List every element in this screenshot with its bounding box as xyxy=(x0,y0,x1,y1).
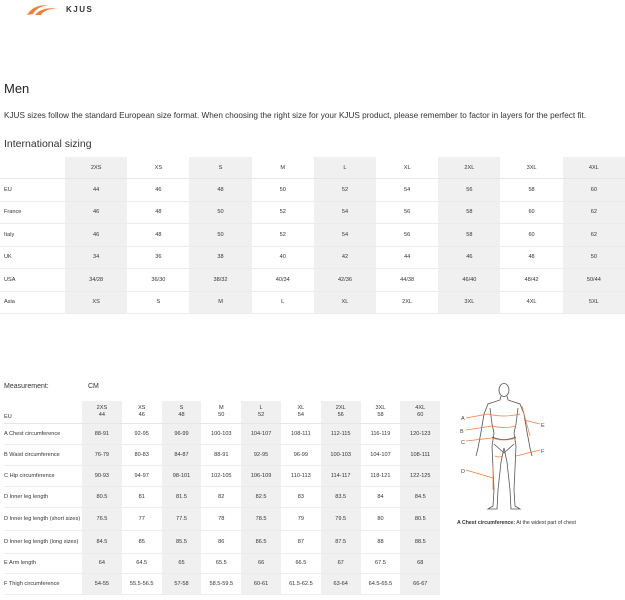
size-label: L xyxy=(259,405,263,411)
intl-row xyxy=(0,224,625,247)
eu-size-label: 44 xyxy=(98,412,106,418)
eu-label: EU xyxy=(4,401,82,424)
measurement-cell: 98-101 xyxy=(162,466,202,487)
intl-cell: 50 xyxy=(563,246,625,269)
intl-cell: 34/28 xyxy=(65,269,127,292)
eu-size-label: 52 xyxy=(257,412,265,418)
measurement-cell: 77.5 xyxy=(162,508,202,531)
caption-text: At the widest part of chest xyxy=(515,520,576,526)
intl-row xyxy=(0,246,625,269)
measurement-size-header xyxy=(400,401,440,424)
measurement-size-header xyxy=(122,401,162,424)
figure-caption xyxy=(457,520,576,526)
intl-cell: 58 xyxy=(438,201,500,224)
intl-cell: 56 xyxy=(376,224,438,247)
intl-cell: 48 xyxy=(500,246,562,269)
measurement-size-header xyxy=(361,401,401,424)
measurement-cell: 100-103 xyxy=(321,445,361,466)
intl-cell: 46 xyxy=(65,201,127,224)
intl-cell: 46 xyxy=(127,179,189,202)
size-label: 4XL xyxy=(415,405,426,411)
measurement-cell: 120-123 xyxy=(400,424,440,445)
size-label: 3XL xyxy=(375,405,386,411)
intl-cell: XS xyxy=(65,291,127,314)
intl-cell: 34 xyxy=(65,246,127,269)
intl-cell: 58 xyxy=(438,224,500,247)
intl-cell: 46 xyxy=(438,246,500,269)
measurement-row-label: C Hip circumference xyxy=(4,466,82,487)
measurement-cell: 80 xyxy=(361,508,401,531)
measurement-size-header xyxy=(281,401,321,424)
measurement-cell: 88.5 xyxy=(400,531,440,554)
measurement-cell: 65.5 xyxy=(201,554,241,574)
measurement-cell: 87.5 xyxy=(321,531,361,554)
measurement-size-header xyxy=(201,401,241,424)
measurement-cell: 57-58 xyxy=(162,574,202,595)
intl-cell: 54 xyxy=(376,179,438,202)
intl-cell: S xyxy=(127,291,189,314)
measurement-cell: 104-107 xyxy=(241,424,281,445)
intl-cell: 40/34 xyxy=(252,269,314,292)
intl-corner-cell xyxy=(0,157,65,179)
measurement-row xyxy=(4,508,440,531)
measurement-cell: 79.5 xyxy=(321,508,361,531)
measurement-cell: 77 xyxy=(122,508,162,531)
measurement-cell: 66-67 xyxy=(400,574,440,595)
measurement-cell: 65 xyxy=(162,554,202,574)
measurement-size-header xyxy=(82,401,122,424)
measurement-cell: 84-87 xyxy=(162,445,202,466)
size-label: M xyxy=(218,405,224,411)
eu-size-label: 56 xyxy=(337,412,344,418)
measurement-cell: 85.5 xyxy=(162,531,202,554)
measurement-cell: 84 xyxy=(361,487,401,508)
intl-cell: 38 xyxy=(189,246,251,269)
intl-cell: 48/42 xyxy=(500,269,562,292)
measurement-cell: 94-97 xyxy=(122,466,162,487)
measurement-cell: 83 xyxy=(281,487,321,508)
measurement-cell: 82.5 xyxy=(241,487,281,508)
intl-row-label: Italy xyxy=(0,224,65,247)
measurement-cell: 104-107 xyxy=(361,445,401,466)
measurement-cell: 80.5 xyxy=(82,487,122,508)
intl-cell: 46/40 xyxy=(438,269,500,292)
intl-cell: 44 xyxy=(376,246,438,269)
intl-size-header: XL xyxy=(376,157,438,179)
measurement-cell: 92-95 xyxy=(122,424,162,445)
measurement-cell: 64.5 xyxy=(122,554,162,574)
measurement-cell: 76-79 xyxy=(82,445,122,466)
measurement-cell: 110-113 xyxy=(281,466,321,487)
intl-row-label: Asia xyxy=(0,291,65,314)
intl-cell: L xyxy=(252,291,314,314)
intl-cell: 4XL xyxy=(500,291,562,314)
intl-cell: 2XL xyxy=(376,291,438,314)
measurement-cell: 60-61 xyxy=(241,574,281,595)
size-label: 2XL xyxy=(335,405,346,411)
marker-c: C xyxy=(461,440,465,446)
measurement-cell: 63-64 xyxy=(321,574,361,595)
intl-cell: 44/38 xyxy=(376,269,438,292)
eu-size-label: 48 xyxy=(178,412,185,418)
measurement-row-label: D Inner leg length (short sizes) xyxy=(4,508,82,531)
intl-row xyxy=(0,269,625,292)
measurement-cell: 64.5-65.5 xyxy=(361,574,401,595)
intl-row xyxy=(0,291,625,314)
page-title: Men xyxy=(4,81,30,96)
measurement-size-header xyxy=(162,401,202,424)
measurement-cell: 67.5 xyxy=(361,554,401,574)
measurement-cell: 116-119 xyxy=(361,424,401,445)
intl-cell: 36 xyxy=(127,246,189,269)
intl-cell: 48 xyxy=(127,201,189,224)
intl-cell: 62 xyxy=(563,224,625,247)
measurement-cell: 118-121 xyxy=(361,466,401,487)
measurement-cell: 90-93 xyxy=(82,466,122,487)
measurement-cell: 108-111 xyxy=(400,445,440,466)
measurement-cell: 85 xyxy=(122,531,162,554)
intl-cell: 38/32 xyxy=(189,269,251,292)
intl-cell: 42/36 xyxy=(314,269,376,292)
intl-cell: 56 xyxy=(376,201,438,224)
intl-size-header: 3XL xyxy=(500,157,562,179)
marker-b: B xyxy=(460,429,464,435)
intl-cell: 52 xyxy=(252,201,314,224)
measurement-cell: 61.5-62.5 xyxy=(281,574,321,595)
measurement-row xyxy=(4,445,440,466)
measurement-row xyxy=(4,487,440,508)
size-label: XL xyxy=(297,405,305,411)
measurement-cell: 58.5-59.5 xyxy=(201,574,241,595)
measurement-cell: 78.5 xyxy=(241,508,281,531)
intl-size-header: M xyxy=(252,157,314,179)
measurement-cell: 112-115 xyxy=(321,424,361,445)
size-label: XS xyxy=(137,405,146,411)
measurement-cell: 114-117 xyxy=(321,466,361,487)
measurement-cell: 84.5 xyxy=(400,487,440,508)
measurement-cell: 79 xyxy=(281,508,321,531)
intl-size-header: L xyxy=(314,157,376,179)
intl-cell: 52 xyxy=(314,179,376,202)
intl-size-header: 4XL xyxy=(563,157,625,179)
intl-row-label: EU xyxy=(0,179,65,202)
measurement-cell: 87 xyxy=(281,531,321,554)
measurement-row-label: D Inner leg length xyxy=(4,487,82,508)
intl-cell: XL xyxy=(314,291,376,314)
measurement-row-label: A Chest circumference xyxy=(4,424,82,445)
eu-size-label: 46 xyxy=(138,412,145,418)
intl-cell: 50/44 xyxy=(563,269,625,292)
eu-size-label: 50 xyxy=(218,412,225,418)
measurement-cell: 100-103 xyxy=(201,424,241,445)
measurement-cell: 96-99 xyxy=(281,445,321,466)
eu-size-label: 60 xyxy=(417,412,424,418)
measurement-cell: 88-91 xyxy=(82,424,122,445)
measurement-cell: 68 xyxy=(400,554,440,574)
intl-row xyxy=(0,201,625,224)
intl-cell: 52 xyxy=(252,224,314,247)
measurement-row xyxy=(4,424,440,445)
measurement-cell: 55.5-56.5 xyxy=(122,574,162,595)
intl-header-row xyxy=(0,157,625,179)
measurement-cell: 54-55 xyxy=(82,574,122,595)
measurement-cell: 102-105 xyxy=(201,466,241,487)
measurement-row-label: F Thigh circumference xyxy=(4,574,82,595)
intl-size-header: 2XS xyxy=(65,157,127,179)
measurement-size-header xyxy=(241,401,281,424)
intl-row xyxy=(0,179,625,202)
intl-row-label: France xyxy=(0,201,65,224)
measurement-cell: 78 xyxy=(201,508,241,531)
intl-size-header: 2XL xyxy=(438,157,500,179)
intl-cell: 48 xyxy=(127,224,189,247)
intl-cell: 50 xyxy=(189,224,251,247)
measurement-cell: 66 xyxy=(241,554,281,574)
intl-size-header: S xyxy=(189,157,251,179)
intl-cell: 56 xyxy=(438,179,500,202)
intl-cell: 50 xyxy=(252,179,314,202)
measurement-row xyxy=(4,574,440,595)
intl-cell: 36/30 xyxy=(127,269,189,292)
measurement-cell: 81 xyxy=(122,487,162,508)
measurement-unit: CM xyxy=(88,383,99,390)
intl-cell: 54 xyxy=(314,224,376,247)
measurement-row-label: E Arm length xyxy=(4,554,82,574)
measurement-cell: 80.5 xyxy=(400,508,440,531)
measurement-cell: 122-125 xyxy=(400,466,440,487)
intl-cell: 48 xyxy=(189,179,251,202)
intl-row-label: USA xyxy=(0,269,65,292)
intl-cell: 42 xyxy=(314,246,376,269)
measurement-cell: 86.5 xyxy=(241,531,281,554)
measurement-cell: 88-91 xyxy=(201,445,241,466)
intl-cell: 46 xyxy=(65,224,127,247)
measurement-cell: 80-83 xyxy=(122,445,162,466)
international-sizing-table xyxy=(0,157,625,314)
measurement-cell: 88 xyxy=(361,531,401,554)
measurement-row xyxy=(4,466,440,487)
intl-cell: 44 xyxy=(65,179,127,202)
intro-text: KJUS sizes follow the standard European size format. When choosing the right size for your KJUS product, please remember to factor in layers for the perfect fit. xyxy=(4,111,587,120)
measurement-cell: 81.5 xyxy=(162,487,202,508)
intl-cell: 40 xyxy=(252,246,314,269)
measurement-cell: 86 xyxy=(201,531,241,554)
intl-cell: 3XL xyxy=(438,291,500,314)
intl-cell: 60 xyxy=(500,201,562,224)
measurement-table xyxy=(4,401,440,595)
marker-e: E xyxy=(541,423,545,429)
intl-cell: 58 xyxy=(500,179,562,202)
intl-cell: 5XL xyxy=(563,291,625,314)
measurement-row-label: D Inner leg length (long sizes) xyxy=(4,531,82,554)
caption-term: A Chest circumference: xyxy=(457,520,516,526)
measurement-row-label: B Waist circumference xyxy=(4,445,82,466)
measurement-row xyxy=(4,531,440,554)
measurement-cell: 106-109 xyxy=(241,466,281,487)
intl-cell: 60 xyxy=(563,179,625,202)
measurement-cell: 92-95 xyxy=(241,445,281,466)
measurement-label: Measurement: xyxy=(4,383,49,390)
measurement-cell: 76.5 xyxy=(82,508,122,531)
intl-cell: M xyxy=(189,291,251,314)
size-label: 2XS xyxy=(96,405,108,411)
measurement-cell: 66.5 xyxy=(281,554,321,574)
international-sizing-heading: International sizing xyxy=(4,138,92,150)
eu-size-label: 58 xyxy=(377,412,384,418)
eu-size-label: 54 xyxy=(297,412,304,418)
measurement-cell: 82 xyxy=(201,487,241,508)
size-label: S xyxy=(179,405,184,411)
measurement-cell: 108-111 xyxy=(281,424,321,445)
intl-size-header: XS xyxy=(127,157,189,179)
kjus-logo-icon[interactable] xyxy=(26,3,60,17)
intl-cell: 62 xyxy=(563,201,625,224)
measurement-cell: 84.5 xyxy=(82,531,122,554)
measurement-cell: 83.5 xyxy=(321,487,361,508)
measurement-cell: 64 xyxy=(82,554,122,574)
measurement-header-row xyxy=(4,401,440,424)
marker-f: F xyxy=(541,449,545,455)
intl-cell: 50 xyxy=(189,201,251,224)
site-header xyxy=(0,0,625,20)
measurement-row xyxy=(4,554,440,574)
measurement-cell: 67 xyxy=(321,554,361,574)
intl-cell: 60 xyxy=(500,224,562,247)
measurement-cell: 96-99 xyxy=(162,424,202,445)
marker-d: D xyxy=(461,469,465,475)
brand-name[interactable]: KJUS xyxy=(66,5,94,14)
intl-cell: 54 xyxy=(314,201,376,224)
intl-row-label: UK xyxy=(0,246,65,269)
measurement-size-header xyxy=(321,401,361,424)
body-measurement-figure-icon xyxy=(452,378,552,518)
marker-a: A xyxy=(461,416,465,422)
